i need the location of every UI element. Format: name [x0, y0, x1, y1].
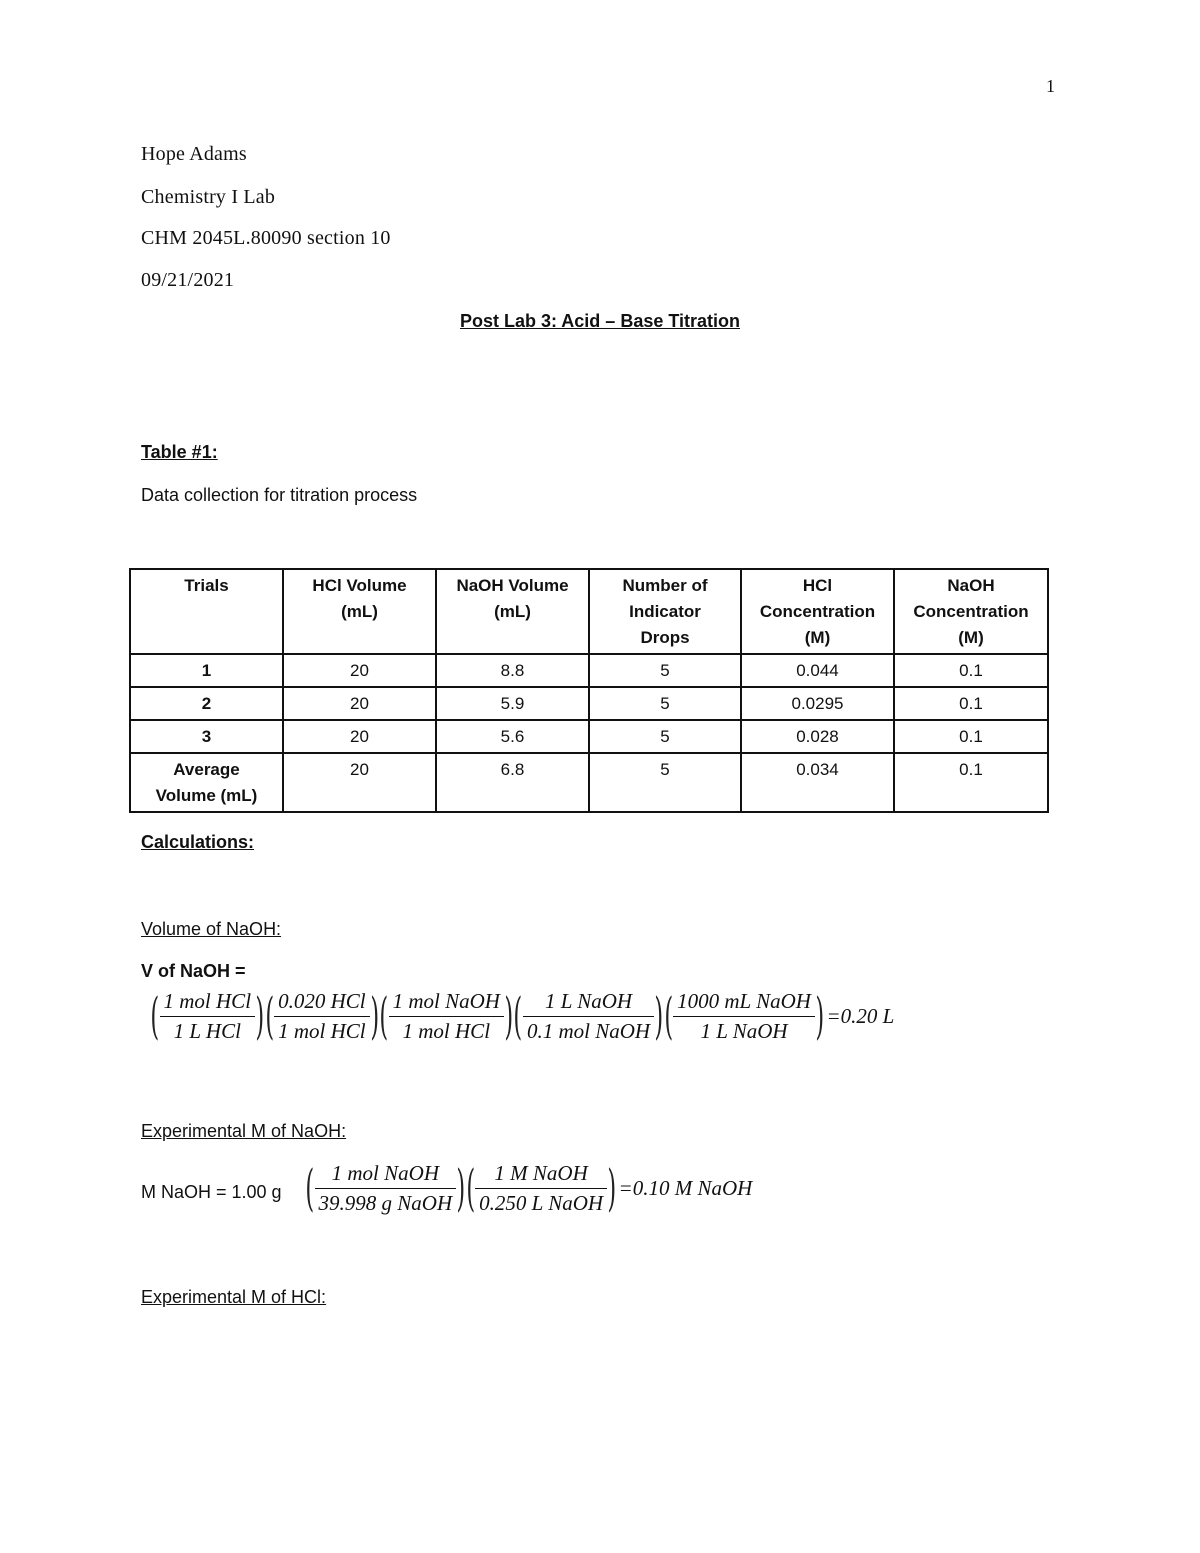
page-number: 1: [1046, 76, 1055, 96]
naoh-molarity-equation: [305, 1158, 752, 1218]
table-row: [130, 753, 1048, 812]
column-header: NaOH Concentration (M): [894, 569, 1048, 654]
volume-equation: [150, 986, 894, 1046]
course-section: CHM 2045L.80090 section 10: [141, 227, 391, 249]
author-name: Hope Adams: [141, 143, 247, 165]
fraction: $\frac{\text{1 mol HCl}}{\text{1 L HCl}}$: [160, 989, 256, 1044]
table-cell: 8.8: [436, 654, 589, 687]
left-paren: (: [379, 987, 389, 1045]
table-header-row: [130, 569, 1048, 654]
left-paren: (: [150, 987, 160, 1045]
column-header: Number of Indicator Drops: [589, 569, 741, 654]
table-cell: 2: [130, 687, 283, 720]
naoh-molarity-label-text: M NaOH = 1.00 g: [141, 1182, 282, 1202]
right-paren: ): [815, 987, 825, 1045]
table-cell: 20: [283, 720, 436, 753]
table-cell: 0.044: [741, 654, 894, 687]
course-name: Chemistry I Lab: [141, 186, 276, 208]
column-header: NaOH Volume (mL): [436, 569, 589, 654]
table-cell: 5.9: [436, 687, 589, 720]
hcl-molarity-heading: Experimental M of HCl:: [141, 1287, 327, 1307]
table-cell: 20: [283, 753, 436, 812]
document-title: Post Lab 3: Acid – Base Titration: [459, 311, 741, 331]
left-paren: (: [663, 987, 673, 1045]
table-cell: 5: [589, 753, 741, 812]
table-cell: 5: [589, 687, 741, 720]
left-paren: (: [264, 987, 274, 1045]
table-cell: 0.1: [894, 720, 1048, 753]
left-paren: (: [305, 1159, 315, 1217]
fraction: $\frac{\text{0.020 HCl}}{\text{1 mol HCl}}$: [274, 989, 370, 1044]
table-cell: 3: [130, 720, 283, 753]
table-cell: 0.034: [741, 753, 894, 812]
table-caption: Data collection for titration process: [141, 485, 418, 505]
table-cell: 0.0295: [741, 687, 894, 720]
table-cell: 0.1: [894, 687, 1048, 720]
table-cell: 6.8: [436, 753, 589, 812]
volume-result: =0.20 L: [826, 1003, 895, 1028]
table-heading: Table #1:: [141, 442, 218, 462]
titration-data-table: [129, 568, 1049, 813]
column-header: HCl Volume (mL): [283, 569, 436, 654]
table-row: [130, 720, 1048, 753]
fraction: $\frac{\text{1 M NaOH}}{\text{0.250 L NaOH}}$: [475, 1161, 607, 1216]
right-paren: ): [369, 987, 379, 1045]
right-paren: ): [607, 1159, 617, 1217]
right-paren: ): [255, 987, 265, 1045]
table-cell: 20: [283, 687, 436, 720]
table-cell: 0.028: [741, 720, 894, 753]
table-row: [130, 687, 1048, 720]
table-row: [130, 654, 1048, 687]
column-header: HCl Concentration (M): [741, 569, 894, 654]
table-cell: Average Volume (mL): [130, 753, 283, 812]
naoh-molarity-heading: Experimental M of NaOH:: [141, 1121, 347, 1141]
table-cell: 1: [130, 654, 283, 687]
right-paren: ): [456, 1159, 466, 1217]
volume-heading: Volume of NaOH:: [141, 919, 282, 939]
right-paren: ): [654, 987, 664, 1045]
naoh-molarity-label: [141, 1182, 282, 1203]
fraction: $\frac{\text{1 mol NaOH}}{\text{39.998 g NaOH}}$: [315, 1161, 457, 1216]
table-cell: 5.6: [436, 720, 589, 753]
report-date: 09/21/2021: [141, 269, 235, 291]
fraction: $\frac{\text{1 mol NaOH}}{\text{1 mol HCl}}$: [389, 989, 504, 1044]
table-cell: 5: [589, 720, 741, 753]
table-cell: 0.1: [894, 753, 1048, 812]
left-paren: (: [465, 1159, 475, 1217]
left-paren: (: [513, 987, 523, 1045]
volume-label: V of NaOH =: [141, 961, 246, 981]
naoh-molarity-result: =0.10 M NaOH: [618, 1175, 753, 1200]
column-header: Trials: [130, 569, 283, 654]
right-paren: ): [504, 987, 514, 1045]
fraction: $\frac{\text{1000 mL NaOH}}{\text{1 L NaOH}}$: [673, 989, 815, 1044]
table-cell: 5: [589, 654, 741, 687]
table-cell: 20: [283, 654, 436, 687]
calculations-heading: Calculations:: [141, 832, 255, 852]
table-cell: 0.1: [894, 654, 1048, 687]
fraction: $\frac{\text{1 L NaOH}}{\text{0.1 mol NaOH}}$: [523, 989, 654, 1044]
